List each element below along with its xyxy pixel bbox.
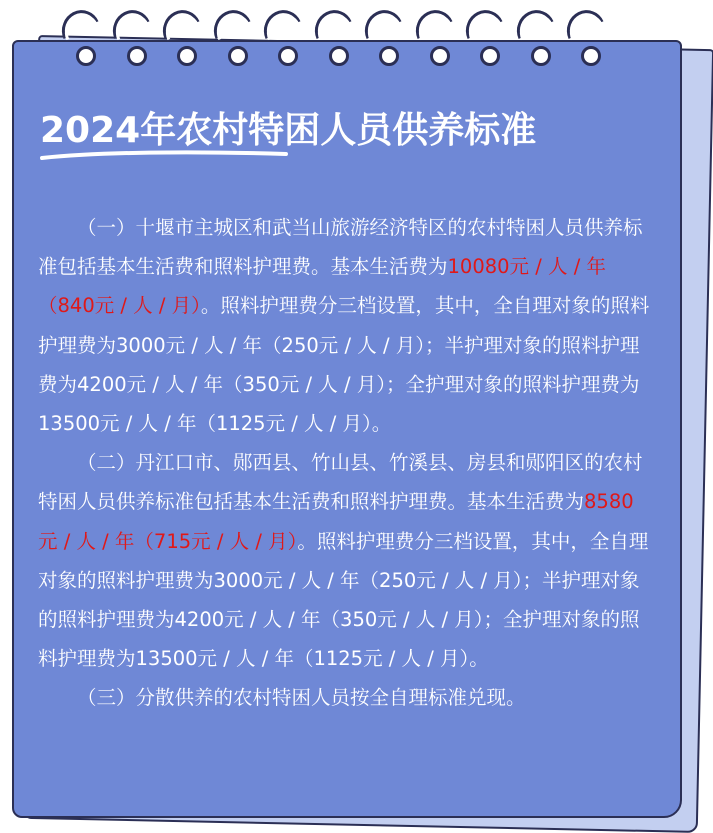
binding-hole bbox=[177, 46, 197, 66]
spiral-binding bbox=[0, 0, 713, 90]
binding-hole bbox=[278, 46, 298, 66]
body-text bbox=[38, 208, 650, 718]
paragraph-1-text: （一）十堰市主城区和武当山旅游经济特区的农村特困人员供养标准包括基本生活费和照料护理费。基本生活费为 bbox=[38, 216, 643, 279]
paragraph-1 bbox=[38, 208, 650, 443]
binding-hole bbox=[76, 46, 96, 66]
binding-hole bbox=[581, 46, 601, 66]
paragraph-1-text-end: 。照料护理费分三档设置，其中，全自理对象的照料护理费为3000元 / 人 / 年（250元 / 人 / 月）；半护理对象的照料护理费为4200元 / 人 / 年（350元 / 人 / 月）；全护理对象的照料护理费为13500元 / 人 / 年（1125元 / 人 / 月）。 bbox=[38, 294, 650, 436]
paragraph-1-highlight: 10080元 / 人 / 年（840元 / 人 / 月） bbox=[38, 255, 606, 318]
binding-hole bbox=[228, 46, 248, 66]
paragraph-2-highlight: 8580元 / 人 / 年（715元 / 人 / 月） bbox=[38, 490, 634, 553]
page-title: 2024年农村特困人员供养标准 bbox=[40, 110, 537, 151]
binding-hole bbox=[480, 46, 500, 66]
paragraph-2-text-end: 。照料护理费分三档设置，其中，全自理对象的照料护理费为3000元 / 人 / 年（250元 / 人 / 月）；半护理对象的照料护理费为4200元 / 人 / 年（350元 / 人 / 月）；全护理对象的照料护理费为13500元 / 人 / 年（1125元 / 人 / 月）。 bbox=[38, 529, 649, 671]
paragraph-2-text: （二）丹江口市、郧西县、竹山县、竹溪县、房县和郧阳区的农村特困人员供养标准包括基本生活费和照料护理费。基本生活费为 bbox=[38, 451, 643, 514]
binding-hole bbox=[531, 46, 551, 66]
paragraph-3-text: （三）分散供养的农村特困人员按全自理标准兑现。 bbox=[77, 686, 526, 710]
title-underline bbox=[40, 148, 290, 164]
binding-hole bbox=[127, 46, 147, 66]
paragraph-2 bbox=[38, 443, 650, 678]
paragraph-3 bbox=[38, 678, 650, 717]
binding-hole bbox=[430, 46, 450, 66]
binding-hole bbox=[329, 46, 349, 66]
binding-hole bbox=[379, 46, 399, 66]
